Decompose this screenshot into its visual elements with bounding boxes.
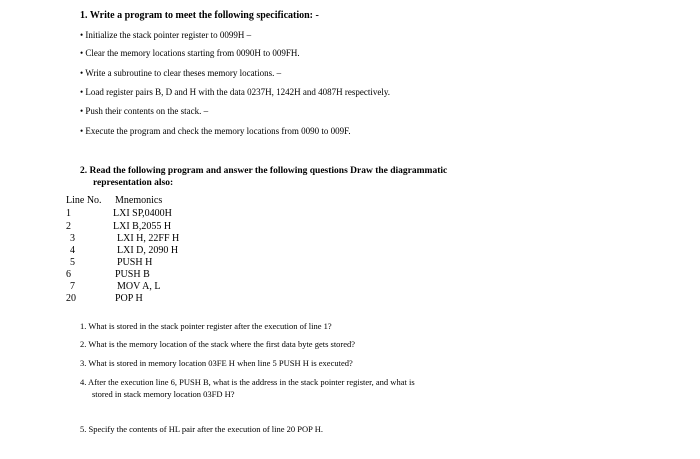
bullet-item: • Clear the memory locations starting from 0090H to 009FH.: [80, 48, 300, 58]
line-number: 7: [70, 281, 75, 292]
subquestion-4-line2: stored in stack memory location 03FD H?: [92, 389, 235, 399]
subquestion-4-line1: 4. After the execution line 6, PUSH B, what is the address in the stack pointer register, and what is: [80, 377, 415, 387]
mnemonic: PUSH H: [117, 257, 153, 268]
mnemonic: MOV A, L: [117, 281, 161, 292]
mnemonic: LXI B,2055 H: [113, 221, 172, 232]
question-2-heading: [80, 165, 447, 189]
subquestion-5: 5. Specify the contents of HL pair after the execution of line 20 POP H.: [80, 424, 323, 434]
line-number: 4: [70, 245, 75, 256]
mnemonic: PUSH B: [115, 269, 150, 280]
bullet-item: • Initialize the stack pointer register to 0099H –: [80, 30, 252, 40]
bullet-item: • Execute the program and check the memory locations from 0090 to 009F.: [80, 126, 351, 136]
line-number: 2: [66, 221, 71, 232]
question-2-heading-line2: representation also:: [93, 178, 174, 188]
question-1-heading: 1. Write a program to meet the following specification: -: [80, 10, 319, 21]
column-header-mnemonics: Mnemonics: [115, 195, 163, 206]
mnemonic: LXI SP,0400H: [113, 208, 172, 219]
subquestion-1: 1. What is stored in the stack pointer register after the execution of line 1?: [80, 321, 332, 331]
mnemonic: LXI H, 22FF H: [117, 233, 180, 244]
mnemonic: POP H: [115, 293, 143, 304]
column-header-line-no: Line No.: [66, 195, 102, 206]
subquestion-3: 3. What is stored in memory location 03FE H when line 5 PUSH H is executed?: [80, 358, 353, 368]
mnemonic: LXI D, 2090 H: [117, 245, 179, 256]
line-number: 3: [70, 233, 75, 244]
bullet-item: • Push their contents on the stack. –: [80, 106, 209, 116]
line-number: 6: [66, 269, 71, 280]
question-2-heading-line1: 2. Read the following program and answer the following questions Draw the diagrammatic: [80, 166, 448, 176]
line-number: 1: [66, 208, 71, 219]
subquestion-2: 2. What is the memory location of the stack where the first data byte gets stored?: [80, 339, 356, 349]
line-number: 20: [66, 293, 76, 304]
bullet-item: • Load register pairs B, D and H with the data 0237H, 1242H and 4087H respectively.: [80, 87, 390, 97]
line-number: 5: [70, 257, 75, 268]
subquestion-4: [80, 376, 415, 400]
bullet-item: • Write a subroutine to clear theses memory locations. –: [80, 68, 282, 78]
